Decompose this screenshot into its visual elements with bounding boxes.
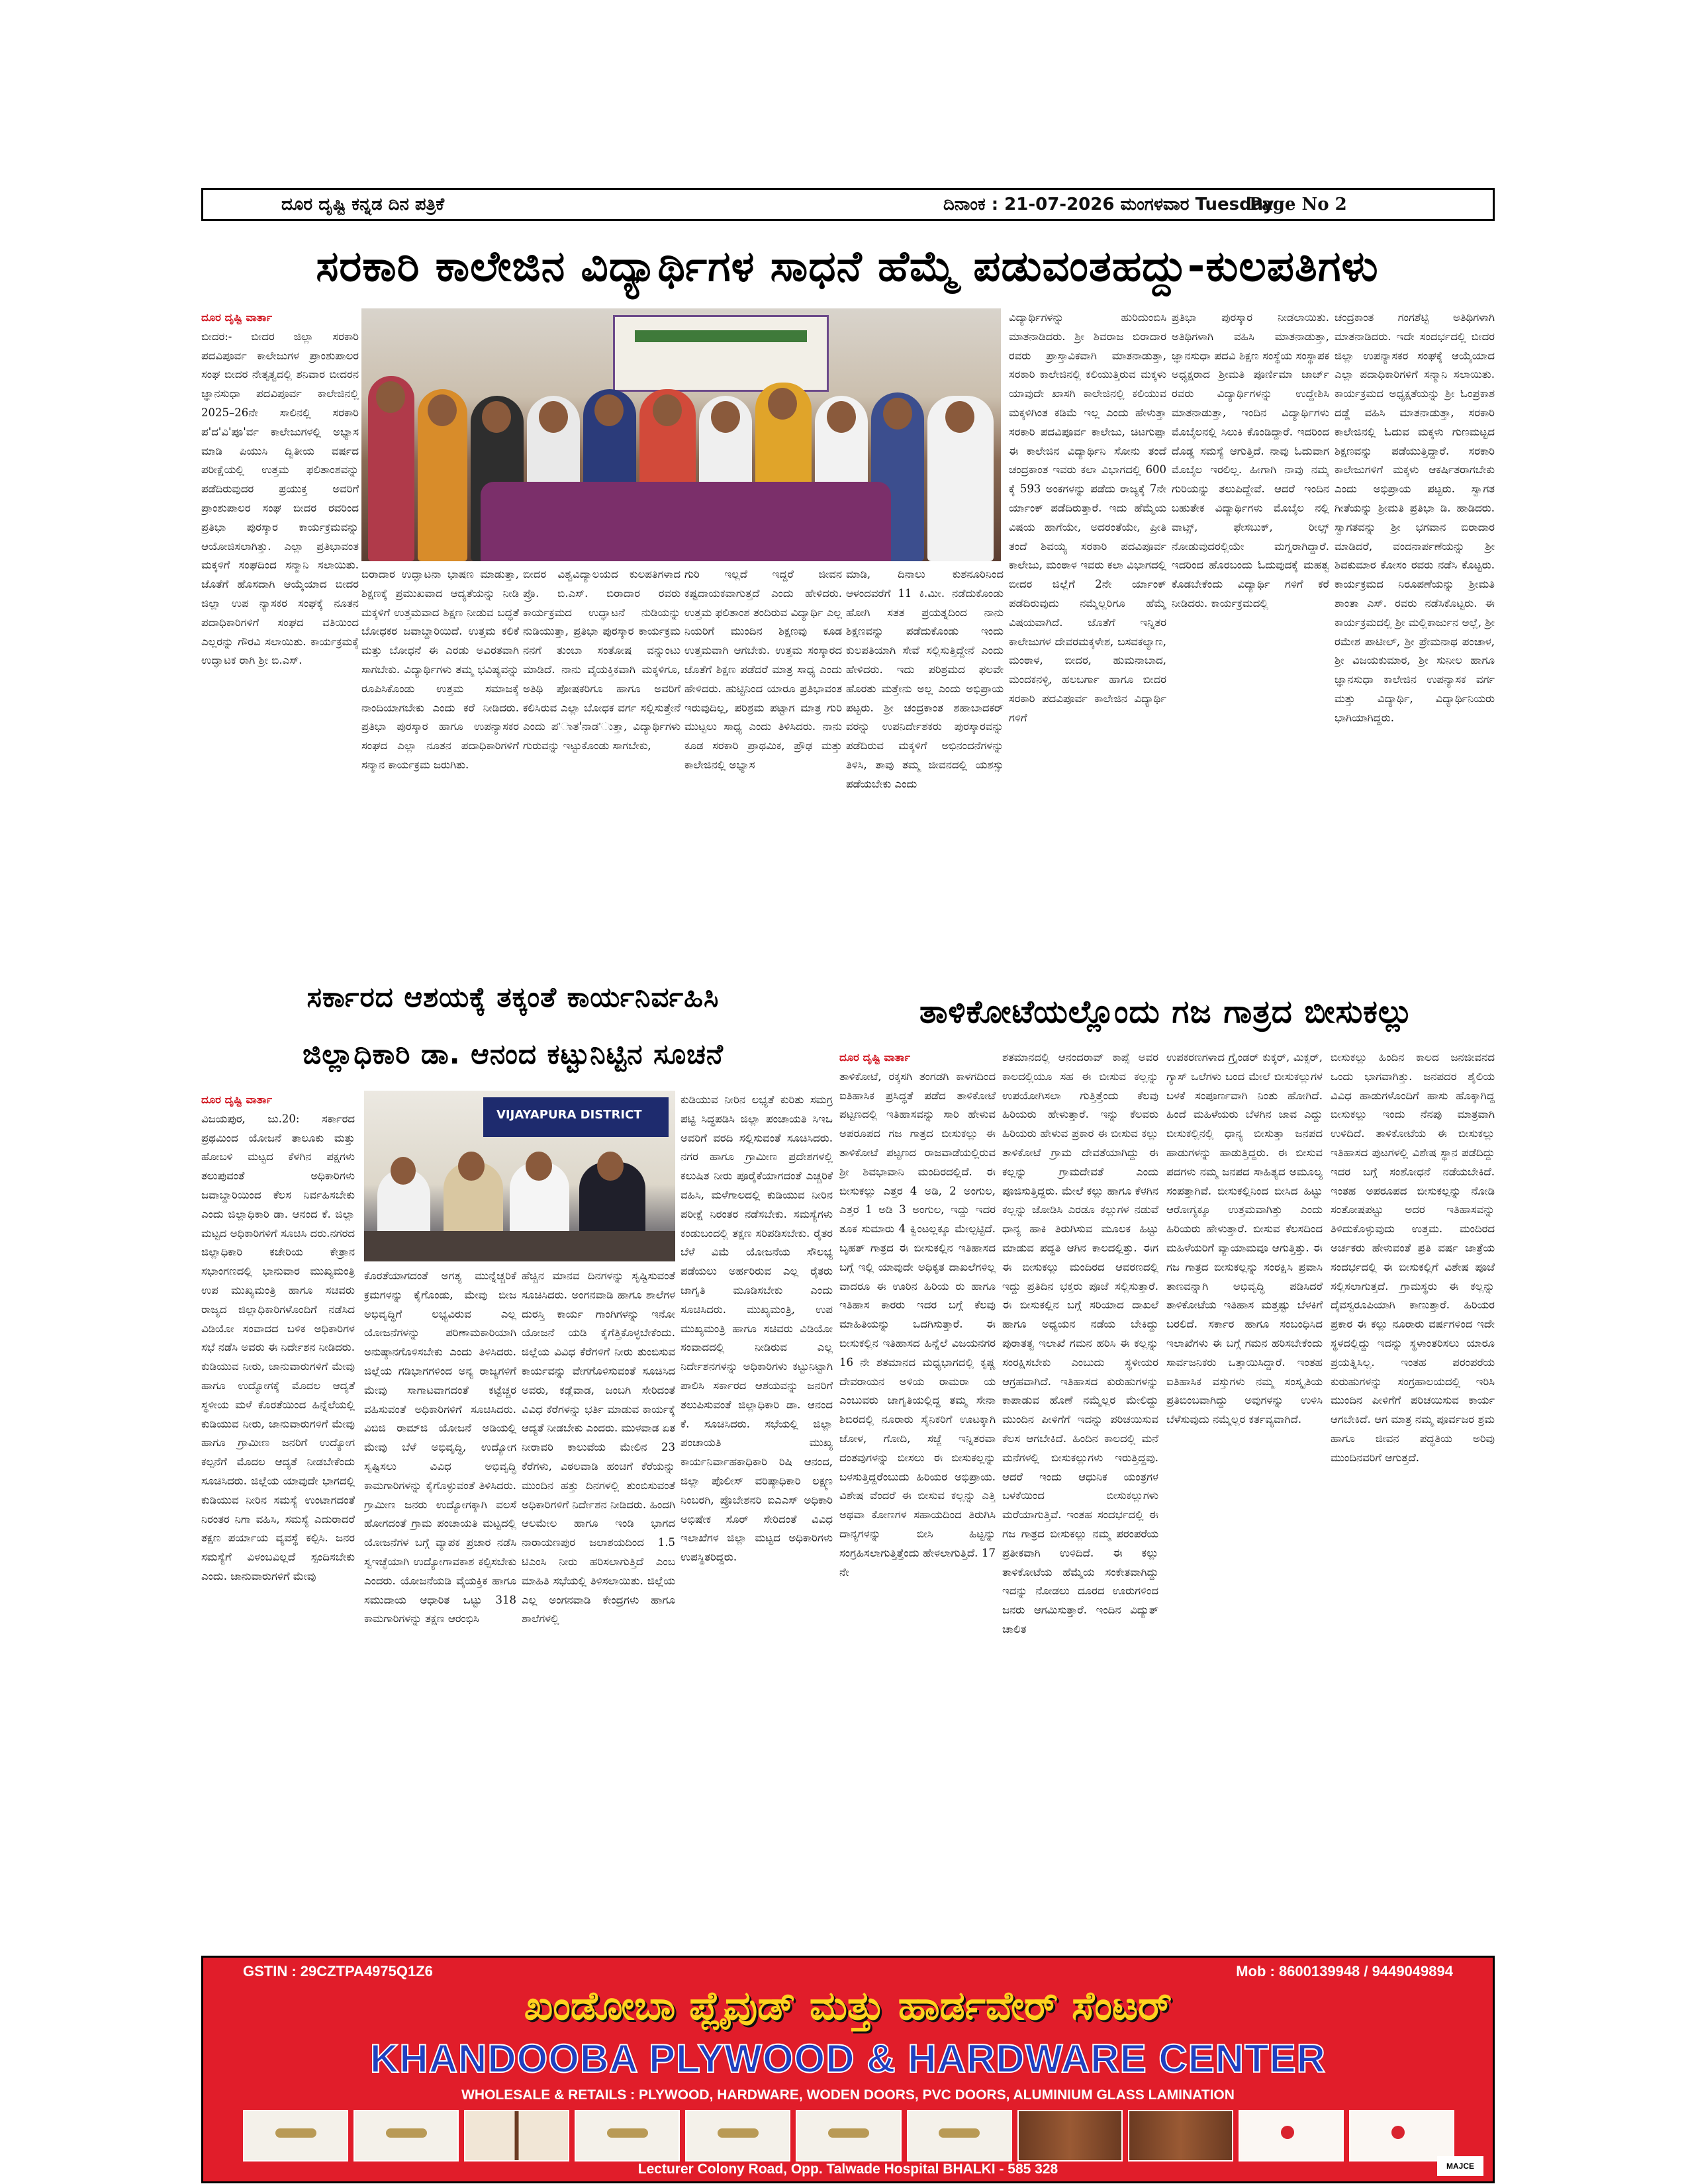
page-header xyxy=(201,188,1495,221)
article3-byline: ದೂರ ದೃಷ್ಟಿ ವಾರ್ತಾ xyxy=(839,1051,910,1064)
article2-byline: ದೂರ ದೃಷ್ಟಿ ವಾರ್ತಾ xyxy=(201,1093,272,1106)
article1-col1-text: ಬೀದರ:- ಬೀದರ ಜಿಲ್ಲಾ ಸರಕಾರಿ ಪದವಿಪೂರ್ವ ಕಾಲೇಜುಗಳ ಪ್ರಾಂಶುಪಾಲರ ಸಂಘ ಬೀದರ ನೇತೃತ್ವದಲ್ಲಿ ಶನಿವಾರ ಬೀದರನ ಜ್ಞಾನಸುಧಾ ಪದವಿಪೂರ್ವ ಕಾಲೇಜಿನಲ್ಲಿ 2025–26ನೇ ಸಾಲಿನಲ್ಲಿ ಸರಕಾರಿ ಪ'ದ'ವಿ'ಪೂ'ರ್ವ ಕಾಲೇಜುಗಳಲ್ಲಿ ಅಭ್ಯಾಸ ಮಾಡಿ ಪಿಯುಸಿ ದ್ವಿತೀಯ ವರ್ಷದ ಪರೀಕ್ಷೆಯಲ್ಲಿ ಉತ್ತಮ ಫಲಿತಾಂಶವನ್ನು ಪಡೆದಿರುವುದರ ಪ್ರಯುಕ್ತ ಅವರಿಗೆ ಪ್ರಾಂಶುಪಾಲರ ಸಂಘ ಬೀದರ ರವರಿಂದ ಪ್ರತಿಭಾ ಪುರಸ್ಕಾರ ಕಾರ್ಯಕ್ರಮವನ್ನು ಆಯೋಜಿಸಲಾಗಿತ್ತು. ಎಲ್ಲಾ ಪ್ರತಿಭಾವಂತ ಮಕ್ಕಳಿಗೆ ಸಂಘದಿಂದ ಸನ್ಮಾನಿ ಸಲಾಯಿತು. ಜೊತೆಗೆ ಹೊಸದಾಗಿ ಆಯ್ಕೆಯಾದ ಬೀದರ ಜಿಲ್ಲಾ ಉಪ ನ್ಯಾಸಕರ ಸಂಘಕ್ಕೆ ನೂತನ ಪದಾಧಿಕಾರಿಗಳಿಗೆ ಸಂಘದ ವತಿಯಿಂದ ಎಲ್ಲರನ್ನು ಗೌರವಿ ಸಲಾಯಿತು. ಕಾರ್ಯಕ್ರಮಕ್ಕೆ ಉದ್ಘಾಟಕ ರಾಗಿ ಶ್ರೀ ಬಿ.ಎಸ್. xyxy=(201,330,359,667)
article2-headline-line1: ಸರ್ಕಾರದ ಆಶಯಕ್ಕೆ ತಕ್ಕಂತೆ ಕಾರ್ಯನಿರ್ವಹಿಸಿ xyxy=(306,981,720,1013)
event-banner xyxy=(613,315,829,392)
article2-photo xyxy=(364,1091,675,1261)
article3-column-4: ಬೀಸುಕಲ್ಲು ಹಿಂದಿನ ಕಾಲದ ಜನಜೀವನದ ಒಂದು ಭಾಗವಾಗಿತ್ತು. ಜನಪದರ ಶೈಲಿಯ ವಿವಿಧ ಹಾಡುಗಳೊಂದಿಗೆ ಹಾಸು ಹೊಕ್ಕಾಗಿದ್ದ ಬೀಸುಕಲ್ಲು ಇಂದು ನೆನಪು ಮಾತ್ರವಾಗಿ ಉಳಿದಿದೆ. ತಾಳಿಕೋಟೆಯ ಈ ಬೀಸುಕಲ್ಲು ಇತಿಹಾಸದ ಪುಟಗಳಲ್ಲಿ ವಿಶೇಷ ಸ್ಥಾನ ಪಡೆದಿದ್ದು ಇದರ ಬಗ್ಗೆ ಸಂಶೋಧನೆ ನಡೆಯಬೇಕಿದೆ. ಇಂತಹ ಅಪರೂಪದ ಬೀಸುಕಲ್ಲನ್ನು ನೋಡಿ ಸಂತೋಷಪಟ್ಟು ಅದರ ಇತಿಹಾಸವನ್ನು ತಿಳಿದುಕೊಳ್ಳುವುದು ಉತ್ತಮ. ಮಂದಿರದ ಅರ್ಚಕರು ಹೇಳುವಂತೆ ಪ್ರತಿ ವರ್ಷ ಜಾತ್ರೆಯ ಸಂದರ್ಭದಲ್ಲಿ ಈ ಬೀಸುಕಲ್ಲಿಗೆ ವಿಶೇಷ ಪೂಜೆ ಸಲ್ಲಿಸಲಾಗುತ್ತದೆ. ಗ್ರಾಮಸ್ಥರು ಈ ಕಲ್ಲನ್ನು ದೈವಸ್ವರೂಪಿಯಾಗಿ ಕಾಣುತ್ತಾರೆ. ಹಿರಿಯರ ಪ್ರಕಾರ ಈ ಕಲ್ಲು ನೂರಾರು ವರ್ಷಗಳಿಂದ ಇದೇ ಸ್ಥಳದಲ್ಲಿದ್ದು ಇದನ್ನು ಸ್ಥಳಾಂತರಿಸಲು ಯಾರೂ ಪ್ರಯತ್ನಿಸಿಲ್ಲ. ಇಂತಹ ಪರಂಪರೆಯ ಕುರುಹುಗಳನ್ನು ಸಂಗ್ರಹಾಲಯದಲ್ಲಿ ಇರಿಸಿ ಮುಂದಿನ ಪೀಳಿಗೆಗೆ ಪರಿಚಯಿಸುವ ಕಾರ್ಯ ಆಗಬೇಕಿದೆ. ಆಗ ಮಾತ್ರ ನಮ್ಮ ಪೂರ್ವಜರ ಶ್ರಮ ಹಾಗೂ ಜೀವನ ಪದ್ಧತಿಯ ಅರಿವು ಮುಂದಿನವರಿಗೆ ಆಗುತ್ತದೆ. xyxy=(1331,1051,1495,1464)
article3-column-1 xyxy=(839,1048,996,1946)
article3-col1-text: ತಾಳಿಕೋಟೆ, ರಕ್ಕಸಗಿ ತಂಗಡಗಿ ಕಾಳಗದಿಂದ ಐತಿಹಾಸಿಕ ಪ್ರಸಿದ್ಧತೆ ಪಡೆದ ತಾಳಿಕೋಟೆ ಪಟ್ಟಣದಲ್ಲಿ ಇತಿಹಾಸವನ್ನು ಸಾರಿ ಹೇಳುವ ಅಪರೂಪದ ಗಜ ಗಾತ್ರದ ಬೀಸುಕಲ್ಲು ಈ ತಾಳಿಕೋಟೆ ಪಟ್ಟಣದ ರಾಜವಾಡೆಯಲ್ಲಿರುವ ಶ್ರೀ ಶಿವಭಾವಾನಿ ಮಂದಿರದಲ್ಲಿದೆ. ಈ ಬೀಸುಕಲ್ಲು ಎತ್ತರ 4 ಅಡಿ, 2 ಅಂಗುಲ, ಎತ್ತರ 1 ಅಡಿ 3 ಅಂಗುಲ, ಇದ್ದು ಇದರ ತೂಕ ಸುಮಾರು 4 ಕ್ವಿಂಟಲ್ಲಕ್ಕೂ ಮೇಲ್ಪಟ್ಟಿದೆ. ಬೃಹತ್ ಗಾತ್ರದ ಈ ಬೀಸುಕಲ್ಲಿನ ಇತಿಹಾಸದ ಬಗ್ಗೆ ಇಲ್ಲಿ ಯಾವುದೇ ಅಧಿಕೃತ ದಾಖಲೆಗಳಿಲ್ಲ ವಾದರೂ ಈ ಊರಿನ ಹಿರಿಯ ರು ಹಾಗೂ ಇತಿಹಾಸ ಕಾರರು ಇದರ ಬಗ್ಗೆ ಕೆಲವು ಮಾಹಿತಿಯನ್ನು ಒದಗಿಸುತ್ತಾರೆ. ಈ ಬೀಸುಕಲ್ಲಿನ ಇತಿಹಾಸದ ಹಿನ್ನೆಲೆ ವಿಜಯನಗರ 16 ನೇ ಶತಮಾನದ ಮಧ್ಯಭಾಗದಲ್ಲಿ ಕೃಷ್ಣ ದೇವರಾಯನ ಅಳಿಯ ರಾಮರಾ ಯ ಎಂಬುವರು ಜಾಗೃತಿಯಲ್ಲಿದ್ದ ತಮ್ಮ ಸೇನಾ ಶಿಬಿರದಲ್ಲಿ ನೂರಾರು ಸೈನಿಕರಿಗೆ ಊಟಕ್ಕಾಗಿ ಜೋಳ, ಗೋದಿ, ಸಜ್ಜೆ ಇನ್ನಿತರವಾ ದಂತವುಗಳನ್ನು ಬೀಸಲು ಈ ಬೀಸುಕಲ್ಲನ್ನು ಬಳಸುತ್ತಿದ್ದರೆಂಬುದು ಹಿರಿಯರ ಅಭಿಪ್ರಾಯ. ವಿಶೇಷ ವೆಂದರೆ ಈ ಬೀಸುವ ಕಲ್ಲನ್ನು ಎತ್ತಿ ಅಥವಾ ಕೋಣಗಳ ಸಹಾಯದಿಂದ ತಿರುಗಿಸಿ ದಾನ್ಯಗಳನ್ನು ಬೀಸಿ ಹಿಟ್ಟನ್ನು ಸಂಗ್ರಹಿಸಲಾಗುತ್ತಿತ್ತೆಂದು ಹೇಳಲಾಗುತ್ತಿದೆ. 17 ನೇ xyxy=(839,1069,996,1578)
ad-name-kannada: ಖಂಡೋಬಾ ಪ್ಲೈವುಡ್ ಮತ್ತು ಹಾರ್ಡವೇರ್ ಸೆಂಟರ್ xyxy=(524,1983,1172,2029)
article2-column-1 xyxy=(201,1091,355,1946)
article3-column-2: ಶತಮಾನದಲ್ಲಿ ಆನಂದರಾವ್ ಕಾಪ್ಸೆ ಅವರ ಕಾಲದಲ್ಲಿಯೂ ಸಹ ಈ ಬೀಸುವ ಕಲ್ಲನ್ನು ಉಪಯೋಗಿಸಲಾ ಗುತ್ತಿತ್ತೆಂದು ಕೆಲವು ಹಿರಿಯರು ಹೇಳುತ್ತಾರೆ. ಇನ್ನು ಕೆಲವರು ಹಿರಿಯರು ಹೇಳುವ ಪ್ರಕಾರ ಈ ಬೀಸುವ ಕಲ್ಲು ತಾಳಿಕೋಟೆ ಗ್ರಾಮ ದೇವತೆಯಾಗಿದ್ದು ಈ ಕಲ್ಲನ್ನು ಗ್ರಾಮದೇವತೆ ಎಂದು ಪೂಜಿಸುತ್ತಿದ್ದರು. ಮೇಲೆ ಕಲ್ಲು ಹಾಗೂ ಕೆಳಗಿನ ಕಲ್ಲನ್ನು ಜೋಡಿಸಿ ಎರಡೂ ಕಲ್ಲುಗಳ ನಡುವೆ ಧಾನ್ಯ ಹಾಕಿ ತಿರುಗಿಸುವ ಮೂಲಕ ಹಿಟ್ಟು ಮಾಡುವ ಪದ್ಧತಿ ಆಗಿನ ಕಾಲದಲ್ಲಿತ್ತು. ಈಗ ಈ ಬೀಸುಕಲ್ಲು ಮಂದಿರದ ಆವರಣದಲ್ಲಿ ಇದ್ದು ಪ್ರತಿದಿನ ಭಕ್ತರು ಪೂಜೆ ಸಲ್ಲಿಸುತ್ತಾರೆ. ಈ ಬೀಸುಕಲ್ಲಿನ ಬಗ್ಗೆ ಸರಿಯಾದ ದಾಖಲೆ ಹಾಗೂ ಅಧ್ಯಯನ ನಡೆಯ ಬೇಕಿದ್ದು ಪುರಾತತ್ವ ಇಲಾಖೆ ಗಮನ ಹರಿಸಿ ಈ ಕಲ್ಲನ್ನು ಸಂರಕ್ಷಿಸಬೇಕು ಎಂಬುದು ಸ್ಥಳೀಯರ ಆಗ್ರಹವಾಗಿದೆ. ಇತಿಹಾಸದ ಕುರುಹುಗಳನ್ನು ಕಾಪಾಡುವ ಹೊಣೆ ನಮ್ಮೆಲ್ಲರ ಮೇಲಿದ್ದು ಮುಂದಿನ ಪೀಳಿಗೆಗೆ ಇದನ್ನು ಪರಿಚಯಿಸುವ ಕೆಲಸ ಆಗಬೇಕಿದೆ. ಹಿಂದಿನ ಕಾಲದಲ್ಲಿ ಮನೆ ಮನೆಗಳಲ್ಲಿ ಬೀಸುಕಲ್ಲುಗಳು ಇರುತ್ತಿದ್ದವು. ಆದರೆ ಇಂದು ಆಧುನಿಕ ಯಂತ್ರಗಳ ಬಳಕೆಯಿಂದ ಬೀಸುಕಲ್ಲುಗಳು ಮರೆಯಾಗುತ್ತಿವೆ. ಇಂತಹ ಸಂದರ್ಭದಲ್ಲಿ ಈ ಗಜ ಗಾತ್ರದ ಬೀಸುಕಲ್ಲು ನಮ್ಮ ಪರಂಪರೆಯ ಪ್ರತೀಕವಾಗಿ ಉಳಿದಿದೆ. ಈ ಕಲ್ಲು ತಾಳಿಕೋಟೆಯ ಹೆಮ್ಮೆಯ ಸಂಕೇತವಾಗಿದ್ದು ಇದನ್ನು ನೋಡಲು ದೂರದ ಊರುಗಳಿಂದ ಜನರು ಆಗಮಿಸುತ್ತಾರೆ. ಇಂದಿನ ವಿದ್ಯುತ್ ಚಾಲಿತ xyxy=(1002,1051,1158,1635)
article2-column-3: ಹೆಚ್ಚಿನ ಮಾನವ ದಿನಗಳನ್ನು ಸೃಷ್ಟಿಸುವಂತೆ ಸೂಚಿಸಿದರು. ಅಂಗನವಾಡಿ ಹಾಗೂ ಶಾಲೆಗಳ ದುರಸ್ತಿ ಕಾರ್ಯ ಗಾಂಗಿಗಳನ್ನು ಇನೋ ಯೋಜನೆ ಯಡಿ ಕೈಗೆತ್ತಿಕೊಳ್ಳಬೇಕೆಂದು. ಜಿಲ್ಲೆಯ ವಿವಿಧ ಕೆರೆಗಳಿಗೆ ನೀರು ತುಂಬಿಸುವ ಕಾರ್ಯವನ್ನು ವೇಗಗೊಳಿಸುವಂತೆ ಸೂಚಿಸಿದ ಅವರು, ಕಡ್ಲೆವಾಡ, ಜಂಬಗಿ ಸೇರಿದಂತೆ ವಿವಿಧ ಕೆರೆಗಳನ್ನು ಭರ್ತಿ ಮಾಡುವ ಕಾರ್ಯಕ್ಕೆ ಆದ್ಯತೆ ನೀಡಬೇಕು ಎಂದರು. ಮುಳವಾಡ ಏತ ನೀರಾವರಿ ಕಾಲುವೆಯ ಮೇಲಿನ 23 ಕೆರೆಗಳು, ವಿಠಲವಾಡಿ ಹಂಚಿಗೆ ಕೆರೆಯನ್ನು ಮುಂದಿನ ಹತ್ತು ದಿನಗಳಲ್ಲಿ ತುಂಬಿಸುವಂತೆ ಅಧಿಕಾರಿಗಳಿಗೆ ನಿರ್ದೇಶನ ನೀಡಿದರು. ಹಿಂದಗಿ ಆಲಮೇಲ ಹಾಗೂ ಇಂಡಿ ಭಾಗದ ನಾರಾಯಣಪುರ ಜಲಾಶಯದಿಂದ 1.5 ಟಿಎಂಸಿ ನೀರು ಹರಿಸಲಾಗುತ್ತಿದೆ ಎಂಬ ಮಾಹಿತಿ ಸಭೆಯಲ್ಲಿ ತಿಳಿಸಲಾಯಿತು. ಜಿಲ್ಲೆಯ ಎಲ್ಲ ಅಂಗನವಾಡಿ ಕೇಂದ್ರಗಳು ಹಾಗೂ ಶಾಲೆಗಳಲ್ಲಿ xyxy=(522,1269,675,1625)
ad-gstin: GSTIN : 29CZTPA4975Q1Z6 xyxy=(243,1963,433,1979)
tap-image xyxy=(907,2110,1012,2161)
ad-product-strip xyxy=(243,2110,1454,2161)
article3-column-3: ಉಪಕರಣಗಳಾದ ಗ್ರೈಂಡರ್ ಕುಕ್ಕರ್, ಮಿಕ್ಸರ್, ಗ್ಯಾಸ್ ಒಲೆಗಳು ಬಂದ ಮೇಲೆ ಬೀಸುಕಲ್ಲುಗಳ ಬಳಕೆ ಸಂಪೂರ್ಣವಾಗಿ ನಿಂತು ಹೋಗಿದೆ. ಹಿಂದೆ ಮಹಿಳೆಯರು ಬೆಳಗಿನ ಜಾವ ಎದ್ದು ಬೀಸುಕಲ್ಲಿನಲ್ಲಿ ಧಾನ್ಯ ಬೀಸುತ್ತಾ ಜನಪದ ಹಾಡುಗಳನ್ನು ಹಾಡುತ್ತಿದ್ದರು. ಈ ಬೀಸುವ ಪದಗಳು ನಮ್ಮ ಜನಪದ ಸಾಹಿತ್ಯದ ಅಮೂಲ್ಯ ಸಂಪತ್ತಾಗಿವೆ. ಬೀಸುಕಲ್ಲಿನಿಂದ ಬೀಸಿದ ಹಿಟ್ಟು ಆರೋಗ್ಯಕ್ಕೂ ಉತ್ತಮವಾಗಿತ್ತು ಎಂದು ಹಿರಿಯರು ಹೇಳುತ್ತಾರೆ. ಬೀಸುವ ಕೆಲಸದಿಂದ ಮಹಿಳೆಯರಿಗೆ ವ್ಯಾಯಾಮವೂ ಆಗುತ್ತಿತ್ತು. ಈ ಗಜ ಗಾತ್ರದ ಬೀಸುಕಲ್ಲನ್ನು ಸಂರಕ್ಷಿಸಿ ಪ್ರವಾಸಿ ತಾಣವನ್ನಾಗಿ ಅಭಿವೃದ್ಧಿ ಪಡಿಸಿದರೆ ತಾಳಿಕೋಟೆಯ ಇತಿಹಾಸ ಮತ್ತಷ್ಟು ಬೆಳಕಿಗೆ ಬರಲಿದೆ. ಸರ್ಕಾರ ಹಾಗೂ ಸಂಬಂಧಿಸಿದ ಇಲಾಖೆಗಳು ಈ ಬಗ್ಗೆ ಗಮನ ಹರಿಸಬೇಕೆಂದು ಸಾರ್ವಜನಿಕರು ಒತ್ತಾಯಿಸಿದ್ದಾರೆ. ಇಂತಹ ಐತಿಹಾಸಿಕ ವಸ್ತುಗಳು ನಮ್ಮ ಸಂಸ್ಕೃತಿಯ ಪ್ರತಿಬಿಂಬವಾಗಿದ್ದು ಅವುಗಳನ್ನು ಉಳಿಸಿ ಬೆಳೆಸುವುದು ನಮ್ಮೆಲ್ಲರ ಕರ್ತವ್ಯವಾಗಿದೆ. xyxy=(1166,1051,1323,1426)
door-handle-image xyxy=(353,2110,459,2161)
bathroom-fittings-image xyxy=(685,2110,790,2161)
ad-logo: MAJCE xyxy=(1437,2156,1483,2176)
advertisement-banner xyxy=(201,1956,1495,2183)
article1-headline: ಸರಕಾರಿ ಕಾಲೇಜಿನ ವಿದ್ಯಾರ್ಥಿಗಳ ಸಾಧನೆ ಹೆಮ್ಮೆ ಪಡುವಂತಹದ್ದು-ಕುಲಪತಿಗಳು xyxy=(316,242,1379,291)
article2-col1-text: ವಿಜಯಪುರ, ಜು.20: ಸರ್ಕಾರದ ಪ್ರಥಮಿಂದ ಯೋಜನೆ ತಾಲೂಕು ಮತ್ತು ಹೋಬಳಿ ಮಟ್ಟದ ಕೆಳಗಿನ ಪಕ್ಷಗಳು ತಲುಪುವಂತೆ ಅಧಿಕಾರಿಗಳು ಜವಾಬ್ದಾರಿಯಿಂದ ಕೆಲಸ ನಿರ್ವಹಿಸಬೇಕು ಎಂದು ಜಿಲ್ಲಾಧಿಕಾರಿ ಡಾ. ಆನಂದ ಕೆ. ಜಿಲ್ಲಾ ಮಟ್ಟದ ಅಧಿಕಾರಿಗಳಿಗೆ ಸೂಚಿಸಿ ದರು.ನಗರದ ಜಿಲ್ಲಾಧಿಕಾರಿ ಕಚೇರಿಯ ಕೇತ್ರಾನ ಸಭಾಂಗಣದಲ್ಲಿ ಭಾನುವಾರ ಮುಖ್ಯಮಂತ್ರಿ ಉಪ ಮುಖ್ಯಮಂತ್ರಿ ಹಾಗೂ ಸಚಿವರು ರಾಜ್ಯದ ಜಿಲ್ಲಾಧಿಕಾರಿಗಳೊಂದಿಗೆ ನಡೆಸಿದ ವಿಡಿಯೋ ಸಂವಾದದ ಬಳಿಕ ಅಧಿಕಾರಿಗಳ ಸಭೆ ನಡೆಸಿ ಅವರು ಈ ನಿರ್ದೇಶನ ನೀಡಿದರು. ಕುಡಿಯುವ ನೀರು, ಜಾನುವಾರುಗಳಿಗೆ ಮೇವು ಹಾಗೂ ಉದ್ಯೋಗಕ್ಕೆ ಮೊದಲ ಆದ್ಯತೆ ಸ್ಥಳೀಯ ಮಳೆ ಕೊರತೆಯಿಂದ ಹಿನ್ನೆಲೆಯಲ್ಲಿ ಕುಡಿಯುವ ನೀರು, ಜಾನುವಾರುಗಳಿಗೆ ಮೇವು ಹಾಗೂ ಗ್ರಾಮೀಣ ಜನರಿಗೆ ಉದ್ಯೋಗ ಕಲ್ಪನೆಗೆ ಮೊದಲ ಆದ್ಯತೆ ನೀಡಬೇಕೆಂದು ಸೂಚಿಸಿದರು. ಜಿಲ್ಲೆಯ ಯಾವುದೇ ಭಾಗದಲ್ಲಿ ಕುಡಿಯುವ ನೀರಿನ ಸಮಸ್ಯೆ ಉಂಟಾಗದಂತೆ ನಿರಂತರ ನಿಗಾ ವಹಿಸಿ, ಸಮಸ್ಯೆ ಎದುರಾದರೆ ತಕ್ಷಣ ಪರ್ಯಾಯ ವ್ಯವಸ್ಥೆ ಕಲ್ಪಿಸಿ. ಜನರ ಸಮಸ್ಯೆಗೆ ವಿಳಂಬವಿಲ್ಲದೆ ಸ್ಪಂದಿಸಬೇಕು ಎಂದು. ಜಾನುವಾರುಗಳಿಗೆ ಮೇವು xyxy=(201,1112,355,1582)
article1-photo xyxy=(361,308,1001,561)
ad-name-english: KHANDOOBA PLYWOOD & HARDWARE CENTER xyxy=(370,2036,1326,2081)
article3-headline: ತಾಳಿಕೋಟೆಯಲ್ಲೊಂದು ಗಜ ಗಾತ್ರದ ಬೀಸುಕಲ್ಲು xyxy=(919,993,1413,1030)
article1-column-6: ವಿದ್ಯಾರ್ಥಿಗಳನ್ನು ಹುರಿದುಂಬಿಸಿ ಮಾತನಾಡಿದರು. ಶ್ರೀ ಶಿವರಾಜ ಬಿರಾದಾರ ರವರು ಪ್ರಾಸ್ತಾವಿಕವಾಗಿ ಮಾತನಾಡುತ್ತಾ, ಸರಕಾರಿ ಕಾಲೇಜಿನಲ್ಲಿ ಕಲಿಯುತ್ತಿರುವ ಮಕ್ಕಳು ಯಾವುದೇ ಖಾಸಗಿ ಕಾಲೇಜಿನಲ್ಲಿ ಕಲಿಯುವ ಮಕ್ಕಳಿಗಿಂತ ಕಡಿಮೆ ಇಲ್ಲ ಎಂದು ಹೇಳುತ್ತಾ ಸರಕಾರಿ ಪದವಿಪೂರ್ವ ಕಾಲೇಜು, ಚಿಟಗುಪ್ಪಾ ಈ ಕಾಲೇಜಿನ ವಿದ್ಯಾರ್ಥಿನಿ ಸೋನು ತಂದೆ ಚಂದ್ರಕಾಂತ ಇವರು ಕಲಾ ವಿಭಾಗದಲ್ಲಿ 600 ಕ್ಕೆ 593 ಅಂಕಗಳನ್ನು ಪಡೆದು ರಾಜ್ಯಕ್ಕೆ 7ನೇ ರ್ಯಾಂಕ್ ಪಡೆದಿರುತ್ತಾರೆ. ಇದು ಹೆಮ್ಮೆಯ ವಿಷಯ ಹಾಗೆಯೇ, ಅದರಂತೆಯೇ, ಪ್ರೀತಿ ತಂದೆ ಶಿವಯ್ಯ ಸರಕಾರಿ ಪದವಿಪೂರ್ವ ಕಾಲೇಜು, ಮಂಠಾಳ ಇವರು ಕಲಾ ವಿಭಾಗದಲ್ಲಿ ಬೀದರ ಜಿಲ್ಲೆಗೆ 2ನೇ ರ್ಯಾಂಕ್ ಪಡೆದಿರುವುದು ನಮ್ಮೆಲ್ಲರಿಗೂ ಹೆಮ್ಮೆ ವಿಷಯವಾಗಿದೆ. ಜೊತೆಗೆ ಇನ್ನಿತರ ಕಾಲೇಜುಗಳ ದೇವರಮಕ್ಕಳೇಶ, ಬಸವಕಲ್ಯಾಣ, ಮಂಠಾಳ, ಬೀದರ, ಹುಮನಾಬಾದ, ಮಂದಕನಳ್ಳಿ, ಹಲಬರ್ಗಾ ಹಾಗೂ ಬೀದರ ಸರಕಾರಿ ಪದವಿಪೂರ್ವ ಕಾಲೇಜಿನ ವಿದ್ಯಾರ್ಥಿ ಗಳಿಗೆ xyxy=(1009,311,1166,724)
article1-column-5: ಮಾಡಿ, ದಿನಾಲು ಕುಶನೂರಿನಿಂದ ಆಳಂದವರೆಗೆ 11 ಕಿ.ಮೀ. ನಡೆದುಕೊಂಡು ಹೋಗಿ ಸತತ ಪ್ರಯತ್ನದಿಂದ ನಾನು ಶಿಕ್ಷಣವನ್ನು ಪಡೆದುಕೊಂಡು ಇಂದು ಕುಲಪತಿಯಾಗಿ ಸೇವೆ ಸಲ್ಲಿಸುತ್ತಿದ್ದೇನೆ ಎಂದು ಹೇಳಿದರು. ಇದು ಪರಿಶ್ರಮದ ಫಲವೇ ಹೊರತು ಮತ್ತೇನು ಅಲ್ಲ ಎಂದು ಅಭಿಪ್ರಾಯ ಪಟ್ಟರು. ಶ್ರೀ ಚಂದ್ರಕಾಂತ ಶಹಾಬಾದಕರ್ ವರನ್ನು ಉಪನಿರ್ದೇಶಕರು ಪುರಸ್ಕಾರವನ್ನು ಪಡೆದಿರುವ ಮಕ್ಕಳಿಗೆ ಅಭಿನಂದನೆಗಳನ್ನು ತಿಳಿಸಿ, ತಾವು ತಮ್ಮ ಜೀವನದಲ್ಲಿ ಯಶಸ್ಸು ಪಡೆಯಬೇಕು ಎಂದು xyxy=(846,568,1004,790)
glass-lamination-image xyxy=(1239,2110,1344,2161)
wooden-door-image xyxy=(1017,2110,1123,2161)
lock-image xyxy=(575,2110,680,2161)
article1-column-8: ಚಂದ್ರಕಾಂತ ಗಂಗಶೆಟ್ಟಿ ಅತಿಥಿಗಳಾಗಿ ಮಾತನಾಡಿದರು. ಇದೇ ಸಂದರ್ಭದಲ್ಲಿ ಬೀದರ ಜಿಲ್ಲಾ ಉಪನ್ಯಾಸಕರ ಸಂಘಕ್ಕೆ ಆಯ್ಕೆಯಾದ ಎಲ್ಲಾ ಪದಾಧಿಕಾರಿಗಳಿಗೆ ಸನ್ಮಾನಿ ಸಲಾಯಿತು. ಕಾರ್ಯಕ್ರಮದ ಅಧ್ಯಕ್ಷತೆಯನ್ನು ಶ್ರೀ ಓಂಪ್ರಕಾಶ ದಡ್ಡೆ ವಹಿಸಿ ಮಾತನಾಡುತ್ತಾ, ಸರಕಾರಿ ಕಾಲೇಜಿನಲ್ಲಿ ಓದುವ ಮಕ್ಕಳು ಗುಣಮಟ್ಟದ ಶಿಕ್ಷಣವನ್ನು ಪಡೆಯುತ್ತಿದ್ದಾರೆ. ಸರಕಾರಿ ಕಾಲೇಜುಗಳಿಗೆ ಮಕ್ಕಳು ಆಕರ್ಷಿತರಾಗಬೇಕು ಎಂದು ಅಭಿಪ್ರಾಯ ಪಟ್ಟರು. ಸ್ವಾಗತ ಗೀತೆಯನ್ನು ಶ್ರೀಮತಿ ಪ್ರತಿಭಾ ಡಿ. ಹಾಡಿದರು. ಸ್ವಾಗತವನ್ನು ಶ್ರೀ ಭಗವಾನ ಬಿರಾದಾರ ಮಾಡಿದರೆ, ವಂದನಾರ್ಪಣೆಯನ್ನು ಶ್ರೀ ಶಿವಕುಮಾರ ಕೋಸಂ ರವರು ನಡೆಸಿ ಕೊಟ್ಟರು. ಕಾರ್ಯಕ್ರಮದ ನಿರೂಪಣೆಯನ್ನು ಶ್ರೀಮತಿ ಶಾಂತಾ ಎಸ್. ರವರು ನಡೆಸಿಕೊಟ್ಟರು. ಈ ಕಾರ್ಯಕ್ರಮದಲ್ಲಿ ಶ್ರೀ ಮಲ್ಲಿಕಾರ್ಜುನ ಅಲ್ಲೆ, ಶ್ರೀ ರಮೇಶ ಪಾಟೀಲ್, ಶ್ರೀ ಪ್ರೇಮನಾಥ ಪಂಚಾಳ, ಶ್ರೀ ವಿಜಯಕುಮಾರ, ಶ್ರೀ ಸುನೀಲ ಹಾಗೂ ಜ್ಞಾನಸುಧಾ ಕಾಲೇಜಿನ ಉಪನ್ಯಾಸಕ ವರ್ಗ ಮತ್ತು ವಿದ್ಯಾರ್ಥಿ, ವಿದ್ಯಾರ್ಥಿನಿಯರು ಭಾಗಿಯಾಗಿದ್ದರು. xyxy=(1335,311,1495,724)
handle-set-image xyxy=(243,2110,348,2161)
district-board: VIJAYAPURA DISTRICT xyxy=(483,1097,669,1137)
article2-column-2: ಕೊರತೆಯಾಗದಂತೆ ಅಗತ್ಯ ಮುನ್ನೆಚ್ಚರಿಕೆ ಕ್ರಮಗಳನ್ನು ಕೈಗೊಂಡು, ಮೇವು ಬೀಜ ಅಭಿವೃದ್ಧಿಗೆ ಲಭ್ಯವಿರುವ ಎಲ್ಲ ಯೋಜನೆಗಳನ್ನು ಪರಿಣಾಮಕಾರಿಯಾಗಿ ಅನುಷ್ಠಾನಗೊಳಿಸಬೇಕು ಎಂದು ತಿಳಿಸಿದರು. ಜಿಲ್ಲೆಯ ಗಡಿಭಾಗಗಳಿಂದ ಅನ್ಯ ರಾಜ್ಯಗಳಿಗೆ ಮೇವು ಸಾಗಾಟವಾಗದಂತೆ ಕಟ್ಟೆಚ್ಚರ ವಹಿಸುವಂತೆ ಅಧಿಕಾರಿಗಳಿಗೆ ಸೂಚಿಸಿದರು. ವಿಬಿಜಿ ರಾಮ್‌ಜಿ ಯೋಜನೆ ಅಡಿಯಲ್ಲಿ ಮೇವು ಬೆಳೆ ಅಭಿವೃದ್ಧಿ, ಉದ್ಯೋಗ ಸೃಷ್ಟಿಸಲು ವಿವಿಧ ಅಭಿವೃದ್ಧಿ ಕಾಮಗಾರಿಗಳನ್ನು ಕೈಗೊಳ್ಳುವಂತೆ ತಿಳಿಸಿದರು. ಗ್ರಾಮೀಣ ಜನರು ಉದ್ಯೋಗಕ್ಕಾಗಿ ವಲಸೆ ಹೋಗದಂತೆ ಗ್ರಾಮ ಪಂಚಾಯತಿ ಮಟ್ಟದಲ್ಲಿ ಯೋಜನೆಗಳ ಬಗ್ಗೆ ವ್ಯಾಪಕ ಪ್ರಚಾರ ನಡೆಸಿ ಸ್ವಇಚ್ಛೆಯಾಗಿ ಉದ್ಯೋಗಾವಕಾಶ ಕಲ್ಪಿಸಬೇಕು ಎಂದರು. ಯೋಜನೆಯಡಿ ವೈಯಕ್ತಿಕ ಹಾಗೂ ಸಮುದಾಯ ಆಧಾರಿತ ಒಟ್ಟು 318 ಕಾಮಗಾರಿಗಳನ್ನು ತಕ್ಷಣ ಆರಂಭಿಸಿ xyxy=(364,1269,516,1625)
article1-column-1 xyxy=(201,308,359,960)
ad-mobile: Mob : 8600139948 / 9449049894 xyxy=(1236,1963,1453,1979)
article1-column-7: ಪ್ರತಿಭಾ ಪುರಸ್ಕಾರ ನೀಡಲಾಯಿತು. ಅತಿಥಿಗಳಾಗಿ ವಹಿಸಿ ಮಾತನಾಡುತ್ತಾ, ಜ್ಞಾನಸುಧಾ ಪದವಿ ಶಿಕ್ಷಣ ಸಂಸ್ಥೆಯ ಸಂಸ್ಥಾಪಕ ಅಧ್ಯಕ್ಷರಾದ ಶ್ರೀಮತಿ ಪೂರ್ಣಿಮಾ ಜಾರ್ಜ್ ರವರು ವಿದ್ಯಾರ್ಥಿಗಳನ್ನು ಉದ್ದೇಶಿಸಿ ಮಾತನಾಡುತ್ತಾ, ಇಂದಿನ ವಿದ್ಯಾರ್ಥಿಗಳು ಮೊಬೈಲನಲ್ಲಿ ಸಿಲುಕಿ ಕೊಂಡಿದ್ದಾರೆ. ಇದರಿಂದ ದೊಡ್ಡ ಸಮಸ್ಯೆ ಆಗುತ್ತಿದೆ. ನಾವು ಓದುವಾಗ ಮೊಬೈಲ ಇರಲಿಲ್ಲ. ಹೀಗಾಗಿ ನಾವು ನಮ್ಮ ಗುರಿಯನ್ನು ತಲುಪಿದ್ದೇವೆ. ಆದರೆ ಇಂದಿನ ಬಹುತೇಕ ವಿದ್ಯಾರ್ಥಿಗಳು ಮೊಬೈಲ ನಲ್ಲಿ ವಾಟ್ಸ್, ಫೇಸಬುಕ್, ರೀಲ್ಸ್ ನೋಡುವುದರಲ್ಲಿಯೇ ಮಗ್ನರಾಗಿದ್ದಾರೆ. ಇದರಿಂದ ಹೊರಬಂದು ಓದುವುದಕ್ಕೆ ಮಹತ್ವ ಕೊಡಬೇಕೆಂದು ವಿದ್ಯಾರ್ಥಿ ಗಳಿಗೆ ಕರೆ ನೀಡಿದರು. ಕಾರ್ಯಕ್ರಮದಲ್ಲಿ xyxy=(1172,311,1329,610)
window-image xyxy=(464,2110,569,2161)
wardrobe-image xyxy=(1128,2110,1233,2161)
hardware-image xyxy=(796,2110,901,2161)
article2-headline-line2: ಜಿಲ್ಲಾಧಿಕಾರಿ ಡಾ. ಆನಂದ ಕಟ್ಟುನಿಟ್ಟಿನ ಸೂಚನೆ xyxy=(303,1038,724,1070)
ad-tagline: WHOLESALE & RETAILS : PLYWOOD, HARDWARE, WODEN DOORS, PVC DOORS, ALUMINIUM GLASS LAMINATION xyxy=(461,2087,1235,2103)
article1-column-3: ಬೀದರ ವಿಶ್ವವಿದ್ಯಾಲಯದ ಕುಲಪತಿಗಳಾದ ಪ್ರೊ. ಬಿ.ಎಸ್. ಬಿರಾದಾರ ರವರು ಕಾರ್ಯಕ್ರಮದ ಉದ್ಘಾಟನೆ ನುಡಿಯನ್ನು ನುಡಿಯುತ್ತಾ, ಪ್ರತಿಭಾ ಪುರಸ್ಕಾರ ಕಾರ್ಯಕ್ರಮ ನನಗೆ ತುಂಬಾ ಸಂತೋಷ ವನ್ನುಂಟು ಮಾಡಿದೆ. ನಾನು ವೈಯಕ್ತಿಕವಾಗಿ ಮಕ್ಕಳಿಗೂ, ಅತಿಥಿ ಪೋಷಕರಿಗೂ ಹಾಗೂ ಅವರಿಗೆ ಕಲಿಸಿರುವ ಎಲ್ಲಾ ಬೋಧಕ ವರ್ಗ ಸಲ್ಲಿಸುತ್ತೇನೆ ಎಂದು ಪ'ಾತ'ನಾಡ'ುತ್ತಾ, ವಿದ್ಯಾರ್ಥಿಗಳು ಗುರುವನ್ನು ಇಟ್ಟುಕೊಂಡು ಸಾಗಬೇಕು, xyxy=(523,568,680,752)
article1-column-4: ಗುರಿ ಇಲ್ಲದೆ ಇದ್ದರೆ ಜೀವನ ಕಷ್ಟದಾಯಕವಾಗುತ್ತದೆ ಎಂದು ಹೇಳಿದರು. ಉತ್ತಮ ಫಲಿತಾಂಶ ತಂದಿರುವ ವಿದ್ಯಾರ್ಥಿ ಎಲ್ಲ ನಿಯರಿಗೆ ಮುಂದಿನ ಶಿಕ್ಷಣವು ಕೂಡ ಉತ್ತಮವಾಗಿ ಆಗಬೇಕು. ಉತ್ತಮ ಸಂಸ್ಕಾರದ ಜೊತೆಗೆ ಶಿಕ್ಷಣ ಪಡೆದರೆ ಮಾತ್ರ ಸಾಧ್ಯ ಎಂದು ಹೇಳಿದರು. ಹುಟ್ಟಿನಿಂದ ಯಾರೂ ಪ್ರತಿಭಾವಂತ ಇರುವುದಿಲ್ಲ, ಪರಿಶ್ರಮ ಪಟ್ಟಾಗ ಮಾತ್ರ ಗುರಿ ಮುಟ್ಟಲು ಸಾಧ್ಯ ಎಂದು ತಿಳಿಸಿದರು. ನಾನು ಕೂಡ ಸರಕಾರಿ ಪ್ರಾಥಮಿಕ, ಪ್ರೌಢ ಮತ್ತು ಕಾಲೇಜಿನಲ್ಲಿ ಅಭ್ಯಾಸ xyxy=(684,568,842,771)
article2-column-4: ಕುಡಿಯುವ ನೀರಿನ ಲಭ್ಯತೆ ಕುರಿತು ಸಮಗ್ರ ಪಟ್ಟಿ ಸಿದ್ಧಪಡಿಸಿ ಜಿಲ್ಲಾ ಪಂಚಾಯತಿ ಸಿಇಒ ಅವರಿಗೆ ವರದಿ ಸಲ್ಲಿಸುವಂತೆ ಸೂಚಿಸಿದರು. ನಗರ ಹಾಗೂ ಗ್ರಾಮೀಣ ಪ್ರದೇಶಗಳಲ್ಲಿ ಕಲುಷಿತ ನೀರು ಪೂರೈಕೆಯಾಗದಂತೆ ಎಚ್ಚರಿಕೆ ವಹಿಸಿ, ಮಳೆಗಾಲದಲ್ಲಿ ಕುಡಿಯುವ ನೀರಿನ ಪರೀಕ್ಷೆ ನಿರಂತರ ನಡೆಸಬೇಕು. ಸಮಸ್ಯೆಗಳು ಕಂಡುಬಂದಲ್ಲಿ ತಕ್ಷಣ ಸರಿಪಡಿಸಬೇಕು. ರೈತರ ಬೆಳೆ ವಿಮೆ ಯೋಜನೆಯ ಸೌಲಭ್ಯ ಪಡೆಯಲು ಅರ್ಹರಿರುವ ಎಲ್ಲ ರೈತರು ಜಾಗೃತಿ ಮೂಡಿಸಬೇಕು ಎಂದು ಸೂಚಿಸಿದರು. ಮುಖ್ಯಮಂತ್ರಿ, ಉಪ ಮುಖ್ಯಮಂತ್ರಿ ಹಾಗೂ ಸಚಿವರು ವಿಡಿಯೋ ಸಂವಾದದಲ್ಲಿ ನೀಡಿರುವ ಎಲ್ಲ ನಿರ್ದೇಶನಗಳನ್ನು ಅಧಿಕಾರಿಗಳು ಕಟ್ಟುನಿಟ್ಟಾಗಿ ಪಾಲಿಸಿ ಸರ್ಕಾರದ ಆಶಯವನ್ನು ಜನರಿಗೆ ತಲುಪಿಸುವಂತೆ ಜಿಲ್ಲಾಧಿಕಾರಿ ಡಾ. ಆನಂದ ಕೆ. ಸೂಚಿಸಿದರು. ಸಭೆಯಲ್ಲಿ ಜಿಲ್ಲಾ ಪಂಚಾಯತಿ ಮುಖ್ಯ ಕಾರ್ಯನಿರ್ವಾಹಕಾಧಿಕಾರಿ ರಿಷಿ ಆನಂದ, ಜಿಲ್ಲಾ ಪೊಲೀಸ್ ವರಿಷ್ಠಾಧಿಕಾರಿ ಲಕ್ಷ್ಮಣ ನಿಂಬರಗಿ, ಪ್ರೊಬೇಶನರಿ ಐಎಎಸ್ ಅಧಿಕಾರಿ ಅಭಿಷೇಕ ಸೊರ್ ಸೇರಿದಂತೆ ವಿವಿಧ ಇಲಾಖೆಗಳ ಜಿಲ್ಲಾ ಮಟ್ಟದ ಅಧಿಕಾರಿಗಳು ಉಪಸ್ಥಿತರಿದ್ದರು. xyxy=(680,1093,833,1564)
article1-byline: ದೂರ ದೃಷ್ಟಿ ವಾರ್ತಾ xyxy=(201,311,272,324)
ad-address: Lecturer Colony Road, Opp. Talwade Hospital BHALKI - 585 328 xyxy=(637,2161,1058,2177)
pvc-door-image xyxy=(1349,2110,1454,2161)
page-number: Page No 2 xyxy=(1249,195,1347,214)
article1-column-2: ಬಿರಾದಾರ ಉದ್ಘಾಟನಾ ಭಾಷಣ ಮಾಡುತ್ತಾ, ಶಿಕ್ಷಣಕ್ಕೆ ಪ್ರಮುಖವಾದ ಆದ್ಯತೆಯನ್ನು ನೀಡಿ ಮಕ್ಕಳಿಗೆ ಉತ್ತಮವಾದ ಶಿಕ್ಷಣ ನೀಡುವ ಬದ್ಧತೆ ಬೋಧಕರ ಜವಾಬ್ದಾರಿಯಿದೆ. ಉತ್ತಮ ಕಲಿಕೆ ಮತ್ತು ಬೋಧನೆ ಈ ಎರಡು ಅವಿರತವಾಗಿ ಸಾಗಬೇಕು. ವಿದ್ಯಾರ್ಥಿಗಳು ತಮ್ಮ ಭವಿಷ್ಯವನ್ನು ರೂಪಿಸಿಕೊಂಡು ಉತ್ತಮ ಸಮಾಜಕ್ಕೆ ನಾಂದಿಯಾಗಬೇಕು ಎಂದು ಕರೆ ನೀಡಿದರು. ಪ್ರತಿಭಾ ಪುರಸ್ಕಾರ ಹಾಗೂ ಉಪನ್ಯಾಸಕರ ಸಂಘದ ಎಲ್ಲಾ ನೂತನ ಪದಾಧಿಕಾರಿಗಳಿಗೆ ಸನ್ಮಾನ ಕಾರ್ಯಕ್ರಮ ಜರುಗಿತು. xyxy=(361,568,519,771)
issue-date: ದಿನಾಂಕ : 21-07-2026 ಮಂಗಳವಾರ Tuesday xyxy=(943,194,1274,214)
newspaper-name: ದೂರ ದೃಷ್ಟಿ ಕನ್ನಡ ದಿನ ಪತ್ರಿಕೆ xyxy=(281,194,445,214)
